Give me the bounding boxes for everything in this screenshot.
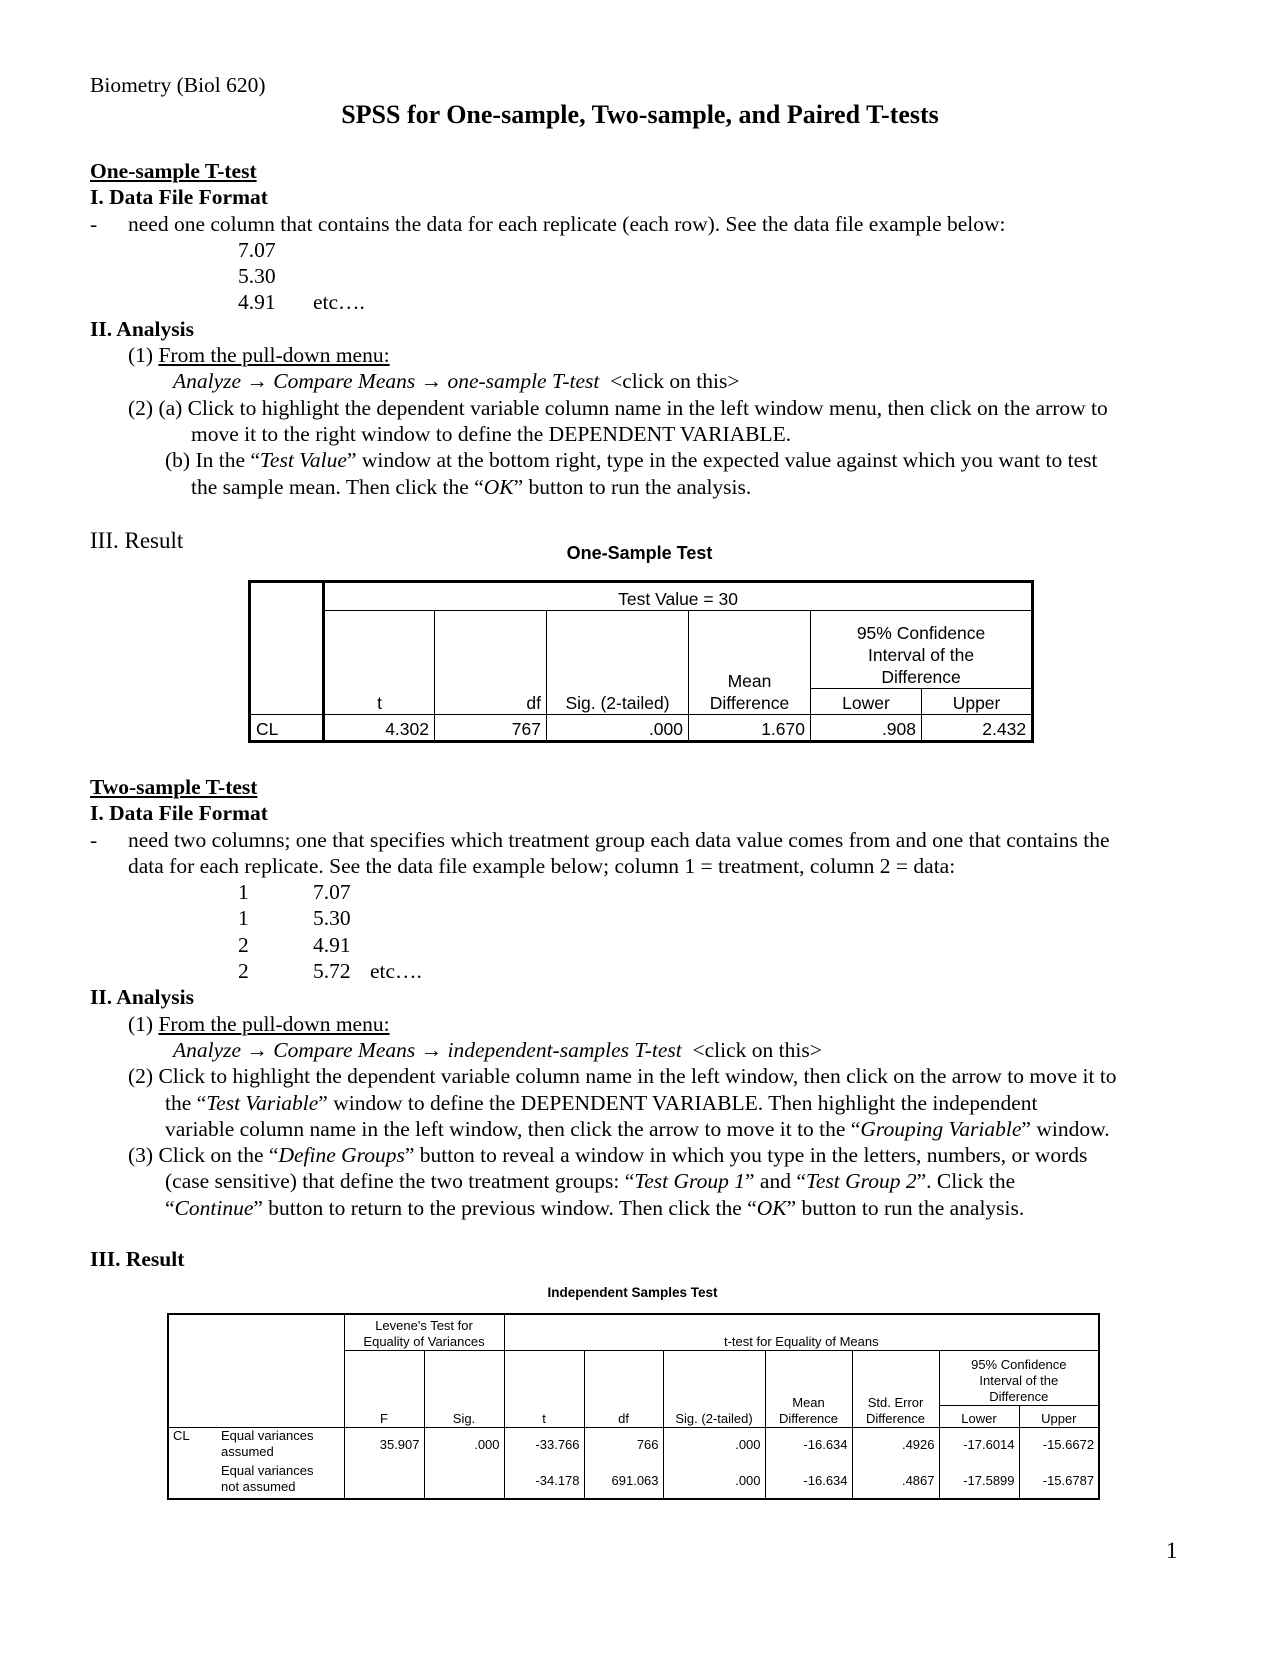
- step2-line2: [90, 1090, 1117, 1116]
- text: ” button to run the analysis.: [513, 474, 752, 499]
- step-number: (1): [128, 343, 154, 368]
- cell-f: 35.907: [344, 1427, 424, 1463]
- text: ” and “: [744, 1169, 806, 1194]
- section-heading: One-sample T-test: [90, 159, 257, 183]
- text: 95% Confidence: [856, 623, 986, 643]
- cell-std-error: .4926: [852, 1427, 939, 1463]
- format-text: need one column that contains the data for each replicate (each row). See the data file example below:: [128, 211, 1006, 236]
- text: Test Variable: [206, 1090, 319, 1115]
- analysis-heading: II. Analysis: [90, 985, 194, 1010]
- text: Test Value: [259, 448, 347, 473]
- text: Test Group 2: [805, 1169, 917, 1194]
- page-title: SPSS for One-sample, Two-sample, and Paired T-tests: [341, 100, 939, 129]
- cell-t: -34.178: [504, 1463, 584, 1499]
- col-upper: Upper: [922, 689, 1033, 715]
- text: 5.72: [313, 959, 351, 984]
- independent-samples-table: [167, 1313, 1100, 1500]
- col-t: t: [504, 1350, 584, 1427]
- cell-f: [344, 1463, 424, 1499]
- format-line2: data for each replicate. See the data file example below; column 1 = treatment, column 2 = data:: [128, 853, 956, 878]
- example-value: 7.07: [238, 237, 276, 262]
- cell-upper: -15.6787: [1019, 1463, 1099, 1499]
- step2b-line2: [90, 474, 1108, 500]
- cell-lower: .908: [811, 715, 922, 742]
- two-sample-section: [90, 774, 1117, 1221]
- empty-cell: [250, 582, 324, 715]
- text: Difference: [709, 693, 790, 713]
- dash: -: [90, 827, 98, 852]
- text: OK: [756, 1195, 787, 1220]
- text: ” button to return to the previous window. Then click the “: [253, 1195, 757, 1220]
- text: Interval of the: [979, 1372, 1059, 1388]
- cell-t: 4.302: [324, 715, 435, 742]
- text: 2: [238, 932, 249, 957]
- menu-path: Analyze → Compare Means → independent-samples T-test: [173, 1037, 682, 1062]
- step2a-line2: move it to the right window to define the DEPENDENT VARIABLE.: [191, 421, 792, 446]
- cell-sig2: .000: [663, 1427, 765, 1463]
- text: 1: [238, 880, 249, 905]
- text: 95% Confidence: [971, 1356, 1067, 1372]
- text: Equal variances: [221, 1463, 314, 1478]
- data-format-heading: I. Data File Format: [90, 185, 268, 210]
- col-df: df: [435, 611, 547, 715]
- text: Equal variances: [221, 1427, 314, 1443]
- col-sig: Sig.: [424, 1350, 504, 1427]
- analysis-heading: II. Analysis: [90, 316, 194, 341]
- col-sig2: Sig. (2-tailed): [663, 1350, 765, 1427]
- text: ” window to define the DEPENDENT VARIABLE. Then highlight the independent: [318, 1090, 1038, 1115]
- format-line1: need two columns; one that specifies which treatment group each data value comes from and one that contains the: [128, 827, 1110, 852]
- text: Test Group 1: [634, 1169, 745, 1194]
- example-row: [90, 879, 1117, 905]
- text: 2: [238, 959, 249, 984]
- step1-text: From the pull-down menu:: [158, 343, 390, 368]
- cell-sig2: .000: [663, 1463, 765, 1499]
- test-value-header: Test Value = 30: [324, 582, 1033, 611]
- text: Difference: [881, 667, 961, 687]
- col-t: t: [324, 611, 435, 715]
- row-label: [168, 1463, 344, 1499]
- text: ” button to run the analysis.: [786, 1195, 1025, 1220]
- step2-line1: (2) Click to highlight the dependent variable column name in the left window, then click on the arrow to move it to: [128, 1064, 1117, 1089]
- click-note: <click on this>: [610, 369, 740, 394]
- text: ” window at the bottom right, type in the expected value against which you want to test: [346, 448, 1098, 473]
- step3-line2: [90, 1168, 1117, 1194]
- col-sig: Sig. (2-tailed): [547, 611, 689, 715]
- col-mean-diff: [689, 611, 811, 715]
- text: variable column name in the left window, then click the arrow to move it to the “: [165, 1116, 861, 1141]
- step1-text: From the pull-down menu:: [158, 1011, 390, 1036]
- text: ”. Click the: [916, 1169, 1016, 1194]
- step2-line3: [90, 1116, 1117, 1142]
- text: ” window.: [1021, 1116, 1110, 1141]
- example-row: [90, 958, 1117, 984]
- cell-sig: [424, 1463, 504, 1499]
- col-upper: Upper: [1019, 1405, 1099, 1427]
- table-title: One-Sample Test: [566, 543, 713, 563]
- cell-lower: -17.6014: [939, 1427, 1019, 1463]
- step-number: (1): [128, 1011, 154, 1036]
- dash: -: [90, 211, 98, 236]
- levene-header: [344, 1314, 504, 1350]
- col-lower: Lower: [939, 1405, 1019, 1427]
- text: Continue: [174, 1195, 254, 1220]
- text: 5.30: [313, 906, 351, 931]
- cell-df: 767: [435, 715, 547, 742]
- cell-sig: .000: [547, 715, 689, 742]
- table-row: [250, 715, 1033, 742]
- variable-label: CL: [173, 1427, 190, 1443]
- text: the “: [165, 1090, 207, 1115]
- text: Difference: [866, 1410, 926, 1426]
- text: Define Groups: [278, 1143, 405, 1168]
- text: Interval of the: [868, 645, 975, 665]
- text: Grouping Variable: [860, 1116, 1022, 1141]
- result-heading: III. Result: [90, 1247, 185, 1271]
- step3-line1: [90, 1142, 1117, 1168]
- cell-upper: -15.6672: [1019, 1427, 1099, 1463]
- row-label: [168, 1427, 344, 1463]
- cell-mean-diff: -16.634: [765, 1427, 852, 1463]
- step3-line3: [90, 1195, 1117, 1221]
- step2a-line1: (2) (a) Click to highlight the dependent variable column name in the left window menu, then click on the arrow to: [128, 395, 1108, 420]
- text: Mean: [792, 1394, 825, 1410]
- text: 7.07: [313, 880, 351, 905]
- text: Difference: [779, 1410, 839, 1426]
- text: Mean: [727, 671, 772, 691]
- text: OK: [483, 474, 514, 499]
- ttest-header: t-test for Equality of Means: [504, 1314, 1099, 1350]
- cell-mean-diff: -16.634: [765, 1463, 852, 1499]
- row-label: CL: [250, 715, 324, 742]
- text: 1: [238, 906, 249, 931]
- course-name: Biometry (Biol 620): [90, 73, 266, 97]
- cell-std-error: .4867: [852, 1463, 939, 1499]
- etc-text: etc….: [370, 959, 422, 984]
- text: Levene's Test for: [375, 1317, 473, 1333]
- text: the sample mean. Then click the “: [191, 474, 484, 499]
- example-value: 5.30: [238, 264, 276, 289]
- text: 4.91: [313, 932, 351, 957]
- text: Std. Error: [867, 1394, 924, 1410]
- col-df: df: [584, 1350, 663, 1427]
- text: (b) In the “: [165, 448, 260, 473]
- section-heading: Two-sample T-test: [90, 775, 258, 799]
- page-number: 1: [1166, 1538, 1178, 1563]
- text: (case sensitive) that define the two treatment groups: “: [165, 1169, 635, 1194]
- etc-text: etc….: [313, 290, 365, 315]
- col-lower: Lower: [811, 689, 922, 715]
- menu-path: Analyze → Compare Means → one-sample T-test: [173, 369, 600, 394]
- table-title: Independent Samples Test: [547, 1285, 718, 1300]
- cell-df: 691.063: [584, 1463, 663, 1499]
- step2b-line1: [90, 447, 1108, 473]
- text: ” button to reveal a window in which you type in the letters, numbers, or words: [404, 1143, 1088, 1168]
- one-sample-table: [248, 580, 1034, 743]
- ci-header: [811, 611, 1033, 689]
- empty-cell: [168, 1314, 344, 1427]
- cell-upper: 2.432: [922, 715, 1033, 742]
- cell-t: -33.766: [504, 1427, 584, 1463]
- col-mean-diff: [765, 1350, 852, 1427]
- text: Difference: [989, 1388, 1049, 1404]
- cell-lower: -17.5899: [939, 1463, 1019, 1499]
- example-row: [90, 932, 1117, 958]
- table-row: [168, 1427, 1099, 1463]
- cell-mean-diff: 1.670: [689, 715, 811, 742]
- col-f: F: [344, 1350, 424, 1427]
- text: (3) Click on the “: [128, 1143, 279, 1168]
- cell-sig: .000: [424, 1427, 504, 1463]
- cell-df: 766: [584, 1427, 663, 1463]
- one-sample-section: [90, 158, 1108, 500]
- text: Equality of Variances: [363, 1333, 485, 1349]
- col-std-error: [852, 1350, 939, 1427]
- result-heading: III. Result: [90, 528, 184, 553]
- example-row: [90, 905, 1117, 931]
- click-note: <click on this>: [692, 1037, 822, 1062]
- text: “: [165, 1195, 175, 1220]
- example-value: 4.91: [238, 290, 276, 315]
- text: not assumed: [221, 1479, 296, 1494]
- data-format-heading: I. Data File Format: [90, 801, 268, 826]
- text: assumed: [221, 1443, 274, 1459]
- table-row: [168, 1463, 1099, 1499]
- ci-header: [939, 1350, 1099, 1405]
